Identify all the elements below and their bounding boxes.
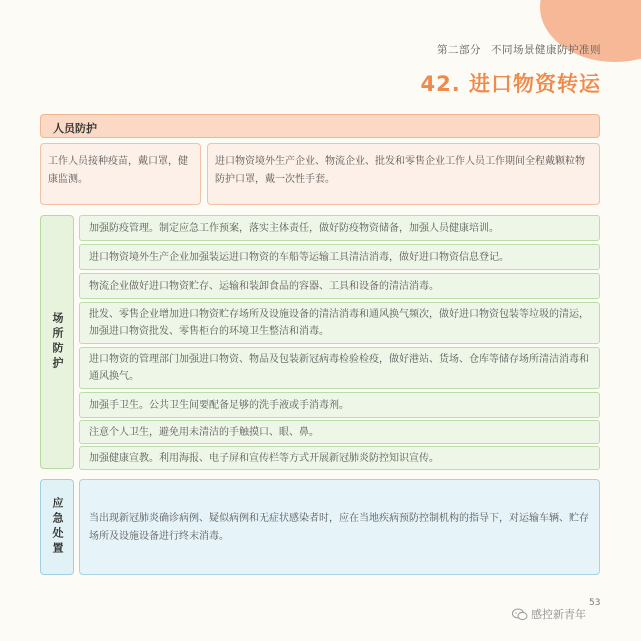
site-label-text: 场所防护 <box>51 312 64 372</box>
personnel-left-box: 工作人员接种疫苗，戴口罩，健康监测。 <box>40 143 201 205</box>
personnel-right-box: 进口物资境外生产企业、物流企业、批发和零售企业工作人员工作期间全程戴颗粒物防护口罩，戴一次性手套。 <box>207 143 600 205</box>
emergency-box: 当出现新冠肺炎确诊病例、疑似病例和无症状感染者时，应在当地疾病预防控制机构的指导下，对运输车辆、贮存场所及设施设备进行终末消毒。 <box>79 479 600 575</box>
list-item: 进口物资的管理部门加强进口物资、物品及包装新冠病毒检验检疫，做好港站、货场、仓库等储存场所清洁消毒和通风换气。 <box>79 347 600 389</box>
watermark-text: 感控新青年 <box>531 608 586 621</box>
list-item: 进口物资境外生产企业加强装运进口物资的车船等运输工具清洁消毒，做好进口物资信息登记。 <box>79 244 600 270</box>
watermark <box>512 606 586 622</box>
list-item: 批发、零售企业增加进口物资贮存场所及设施设备的清洁消毒和通风换气频次，做好进口物资包装等垃圾的清运，加强进口物资批发、零售柜台的环境卫生整洁和消毒。 <box>79 302 600 344</box>
page-title: 42. 进口物资转运 <box>420 72 601 96</box>
page-number: 53 <box>589 598 601 608</box>
personnel-header: 人员防护 <box>40 114 600 138</box>
list-item: 物流企业做好进口物资贮存、运输和装卸食品的容器、工具和设备的清洁消毒。 <box>79 273 600 299</box>
site-protection-label <box>40 215 74 469</box>
wechat-icon <box>512 608 528 621</box>
list-item: 加强防疫管理。制定应急工作预案，落实主体责任，做好防疫物资储备，加强人员健康培训。 <box>79 215 600 241</box>
list-item: 加强健康宣教。利用海报、电子屏和宣传栏等方式开展新冠肺炎防控知识宣传。 <box>79 446 600 470</box>
list-item: 加强手卫生。公共卫生间要配备足够的洗手液或手消毒剂。 <box>79 392 600 418</box>
page-subheader <box>427 42 601 57</box>
emergency-label-text: 应急处置 <box>51 497 64 557</box>
section-label: 第二部分 <box>437 44 481 56</box>
emergency-label <box>40 479 74 575</box>
guide-label: 不同场景健康防护准则 <box>491 44 601 56</box>
list-item: 注意个人卫生，避免用未清洁的手触摸口、眼、鼻。 <box>79 420 600 444</box>
